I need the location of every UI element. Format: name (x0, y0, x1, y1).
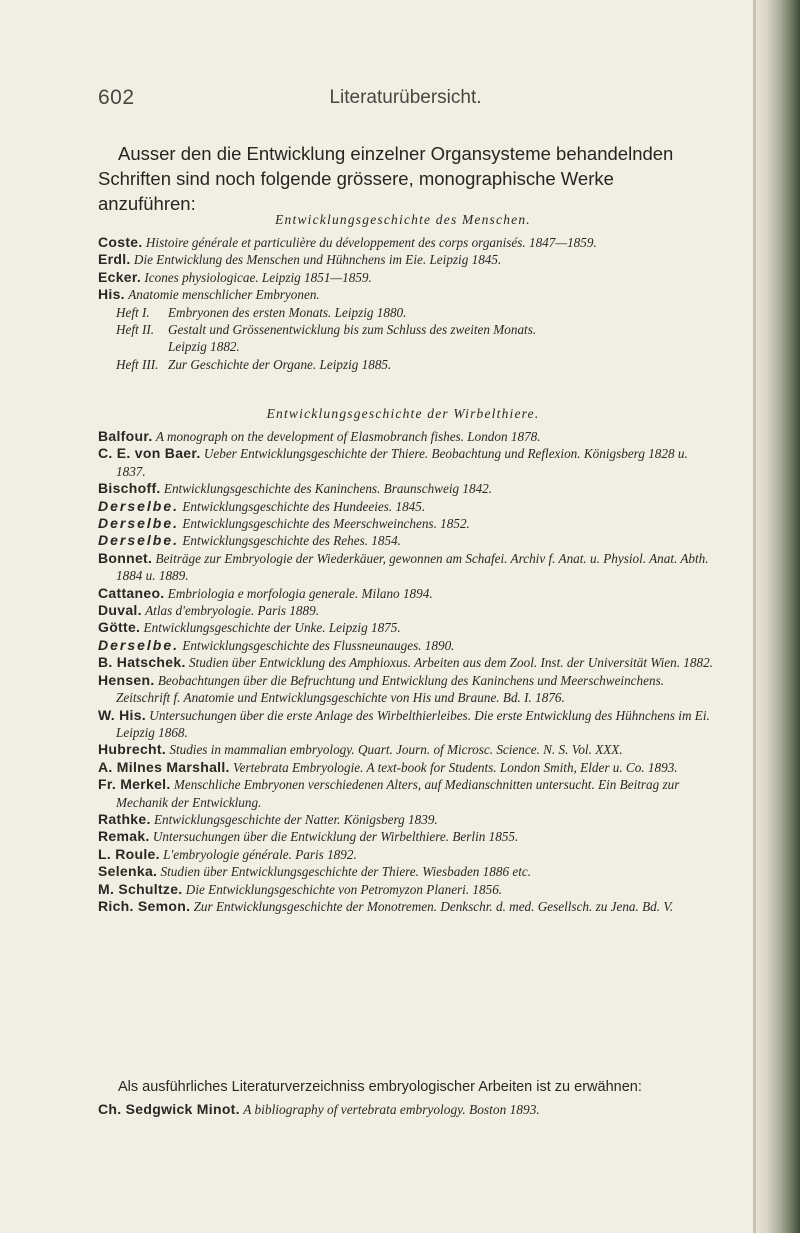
section-menschen-list (98, 234, 713, 373)
entry-work: Zur Entwicklungsgeschichte der Monotremen. Denkschr. d. med. Gesellsch. zu Jena. Bd. V. (193, 898, 674, 914)
entry-work: Embriologia e morfologia generale. Milano 1894. (167, 585, 433, 601)
section-heading-wirbelthiere: Entwicklungsgeschichte der Wirbelthiere. (266, 406, 540, 421)
entry-work: Icones physiologicae. Leipzig 1851—1859. (144, 269, 372, 285)
entry-work: Entwicklungsgeschichte des Hundeeies. 1845. (182, 498, 426, 514)
entry-author: Götte. (98, 619, 141, 636)
entry-work: Untersuchungen über die erste Anlage des Wirbelthierleibes. Die erste Entwicklung des Hühnchens im Ei. Leipzig 1868. (116, 707, 710, 740)
entry-author: Hubrecht. (98, 741, 167, 758)
list-item (98, 759, 713, 776)
entry-author: Balfour. (98, 428, 153, 444)
list-item (98, 585, 713, 602)
list-item (98, 811, 713, 828)
section-heading-menschen: Entwicklungsgeschichte des Menschen. (275, 212, 531, 227)
entry-work: Entwicklungsgeschichte des Rehes. 1854. (182, 533, 401, 549)
list-item (98, 286, 713, 303)
list-item (98, 251, 713, 268)
entry-author: W. His. (98, 706, 146, 723)
list-item (98, 550, 713, 585)
list-item (98, 863, 713, 880)
entry-work: A bibliography of vertebrata embryology. Boston 1893. (243, 1102, 540, 1117)
entry-author: B. Hatschek. (98, 654, 186, 671)
entry-author: Hensen. (98, 671, 155, 688)
his-part-label: Heft III. (116, 356, 159, 372)
list-item (98, 672, 713, 707)
entry-author: Derselbe. (98, 636, 180, 653)
his-part-label: Heft I. (116, 304, 150, 320)
list-item (98, 654, 713, 671)
entry-author: C. E. von Baer. (98, 445, 201, 462)
running-title: Literaturübersicht. (329, 87, 482, 108)
list-item (98, 234, 713, 251)
list-item (98, 515, 713, 532)
entry-author: Cattaneo. (98, 584, 165, 601)
entry-author: Selenka. (98, 863, 158, 880)
intro-paragraph: Ausser den die Entwicklung einzelner Organsysteme behandelnden Schriften sind noch folgende grössere, monographische Werke anzuführen: (98, 143, 674, 214)
entry-work: Studies in mammalian embryology. Quart. Journ. of Microsc. Science. N. S. Vol. XXX. (169, 742, 623, 758)
list-item (98, 776, 713, 811)
list-item (98, 602, 713, 619)
entry-work: Entwicklungsgeschichte der Natter. Königsberg 1839. (153, 811, 438, 827)
entry-work: Studien über Entwicklungsgeschichte der Thiere. Wiesbaden 1886 etc. (160, 864, 532, 880)
entry-work: Beobachtungen über die Befruchtung und Entwicklung des Kaninchens und Meerschweinchens. Zeitschrift f. Anatomie und Entwicklungsgeschichte von His und Braune. Bd. I. 1876. (116, 672, 665, 706)
page-header (98, 86, 713, 112)
entry-work: Entwicklungsgeschichte des Flussneunauges. 1890. (182, 637, 455, 653)
entry-author: Ecker. (98, 268, 142, 285)
list-item (98, 898, 713, 915)
entry-author: L. Roule. (98, 845, 160, 862)
entry-work: Die Entwicklung des Menschen und Hühnchens im Eie. Leipzig 1845. (133, 252, 502, 268)
closing-paragraph: Als ausführliches Literaturverzeichniss embryologischer Arbeiten ist zu erwähnen: (118, 1079, 642, 1095)
section-wirbelthiere-list (98, 428, 713, 915)
his-part-text: Zur Geschichte der Organe. Leipzig 1885. (168, 356, 392, 372)
entry-work: Menschliche Embryonen verschiedenen Alters, auf Medianschnitten untersucht. Ein Beitrag zur Mechanik der Entwicklung. (116, 777, 680, 810)
entry-author: Derselbe. (98, 515, 180, 532)
entry-author: Bonnet. (98, 549, 153, 566)
entry-author: M. Schultze. (98, 880, 183, 897)
list-item (98, 269, 713, 286)
entry-work: A monograph on the development of Elasmobranch fishes. London 1878. (155, 429, 541, 444)
entry-author: Fr. Merkel. (98, 776, 171, 793)
list-item (98, 445, 713, 480)
his-part-text: Gestalt und Grössenentwicklung bis zum Schluss des zweiten Monats. (168, 322, 537, 338)
his-part-text: Embryonen des ersten Monats. Leipzig 1880. (168, 304, 407, 320)
list-item (98, 881, 713, 898)
entry-work: Vertebrata Embryologie. A text-book for Students. London Smith, Elder u. Co. 1893. (233, 759, 678, 775)
his-part (98, 356, 713, 373)
list-item (98, 498, 713, 515)
entry-work: Die Entwicklungsgeschichte von Petromyzon Planeri. 1856. (185, 881, 503, 897)
entry-author: Bischoff. (98, 480, 161, 497)
entry-author: Coste. (98, 234, 143, 250)
his-part (98, 304, 713, 321)
entry-author: Remak. (98, 828, 150, 845)
his-part (98, 321, 713, 356)
entry-author: Derselbe. (98, 497, 180, 514)
entry-work: Studien über Entwicklung des Amphioxus. Arbeiten aus dem Zool. Inst. der Universität Wien. 1882. (188, 655, 713, 671)
entry-work: Entwicklungsgeschichte des Meerschweinchens. 1852. (182, 516, 470, 532)
list-item (98, 637, 713, 654)
entry-work: Ueber Entwicklungsgeschichte der Thiere. Beobachtung und Reflexion. Königsberg 1828 u. 1837. (116, 446, 688, 479)
entry-author: Erdl. (98, 251, 131, 268)
entry-work: Beiträge zur Embryologie der Wiederkäuer, gewonnen am Schafei. Archiv f. Anat. u. Physiol. Anat. Abth. 1884 u. 1889. (116, 550, 709, 584)
entry-author: Ch. Sedgwick Minot. (98, 1101, 240, 1117)
entry-author: Derselbe. (98, 532, 180, 549)
entry-work: Histoire générale et particulière du développement des corps organisés. 1847—1859. (145, 235, 597, 250)
list-item (98, 532, 713, 549)
entry-author: Duval. (98, 602, 142, 619)
his-part-label: Heft II. (116, 322, 155, 338)
entry-author: A. Milnes Marshall. (98, 758, 230, 775)
list-item (98, 828, 713, 845)
entry-author: His. (98, 286, 125, 303)
entry-work: Entwicklungsgeschichte der Unke. Leipzig 1875. (143, 620, 401, 636)
list-item (98, 846, 713, 863)
list-item (98, 428, 713, 445)
entry-author: Rathke. (98, 810, 151, 827)
page-number: 602 (98, 86, 135, 109)
entry-work: Atlas d'embryologie. Paris 1889. (145, 603, 320, 619)
his-part-continuation: Leipzig 1882. (168, 339, 240, 355)
list-item (98, 707, 713, 742)
list-item (98, 619, 713, 636)
final-entry (98, 1101, 731, 1118)
entry-work: L'embryologie générale. Paris 1892. (163, 846, 357, 862)
entry-work: Untersuchungen über die Entwicklung der Wirbelthiere. Berlin 1855. (152, 829, 519, 845)
entry-author: Rich. Semon. (98, 897, 191, 914)
book-binding (756, 0, 800, 1233)
list-item (98, 741, 713, 758)
entry-work: Entwicklungsgeschichte des Kaninchens. Braunschweig 1842. (163, 481, 493, 497)
list-item (98, 480, 713, 497)
entry-work: Anatomie menschlicher Embryonen. (128, 287, 320, 303)
